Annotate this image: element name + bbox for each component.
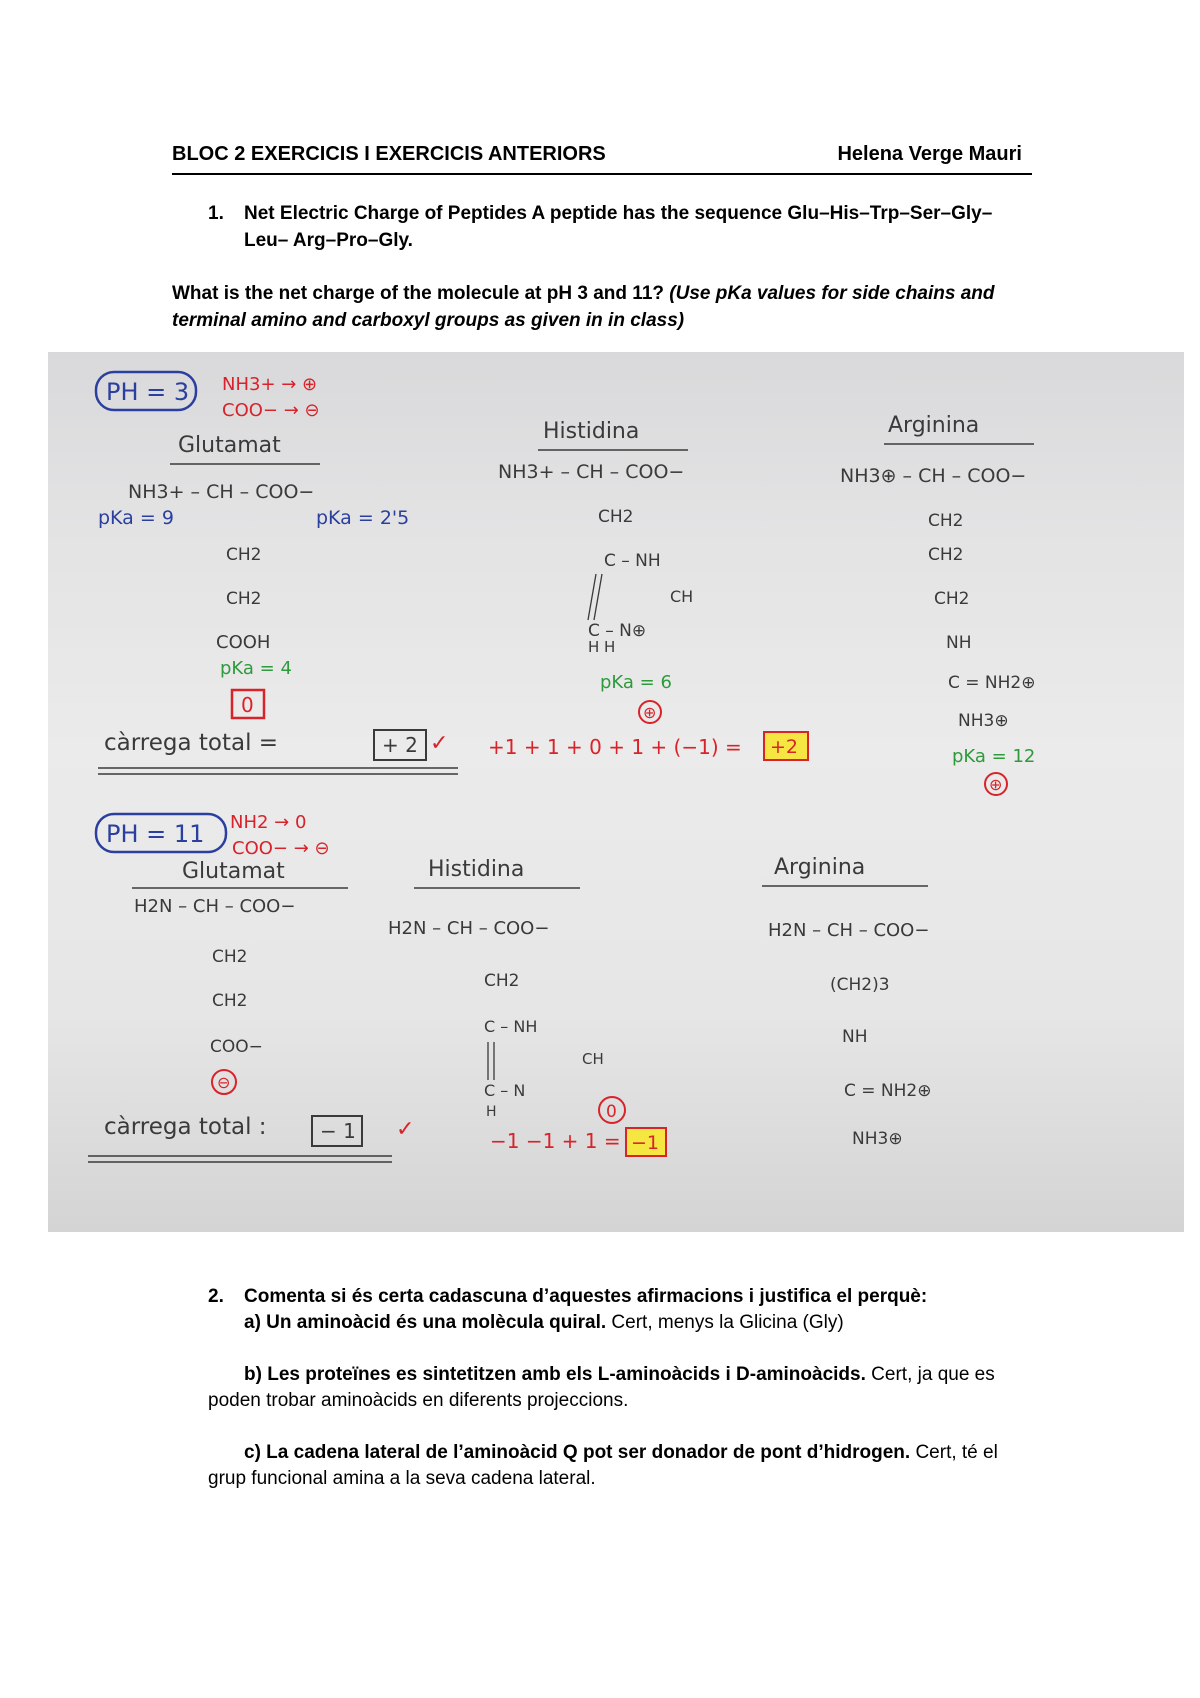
ph3-arginina-name: Arginina xyxy=(888,413,980,438)
ph3-arginina-backbone: NH3⊕ – CH – COO− xyxy=(840,465,1027,487)
ph3-glutamat-chain-1: CH2 xyxy=(226,545,262,565)
ph11-rule-carboxyl: COO− → ⊖ xyxy=(232,838,330,859)
ph3-histidina-pka-side: pKa = 6 xyxy=(600,672,672,693)
ph3-histidina-charge: ⊕ xyxy=(643,703,657,722)
ph3-arginina-chain-2: CH2 xyxy=(928,545,964,565)
header-title: BLOC 2 EXERCICIS I EXERCICIS ANTERIORS xyxy=(172,143,606,165)
ph3-arginina-charge: ⊕ xyxy=(989,775,1003,794)
header-author: Helena Verge Mauri xyxy=(837,143,1022,165)
page-header xyxy=(172,143,1032,175)
ph11-glutamat-chain-3: COO− xyxy=(210,1037,263,1057)
ph3-histidina-name: Histidina xyxy=(543,419,640,444)
ph3-arginina-chain-3: CH2 xyxy=(934,589,970,609)
ph11-arginina-chain-3: C = NH2⊕ xyxy=(844,1081,932,1101)
ph11-arginina-chain-4: NH3⊕ xyxy=(852,1129,903,1149)
ph11-total-value: − 1 xyxy=(320,1119,356,1143)
ph3-glutamat-chain-3: COOH xyxy=(216,632,271,653)
ph3-sum-result: +2 xyxy=(770,736,799,758)
ph11-sum: −1 −1 + 1 = xyxy=(490,1129,621,1153)
ph3-check: ✓ xyxy=(430,731,449,756)
ph3-histidina-chain-4: C – N⊕ xyxy=(588,621,647,641)
ph3-glutamat-pka-carboxyl: pKa = 2'5 xyxy=(316,507,410,529)
question-number: 1. xyxy=(208,203,224,224)
ph11-glutamat-backbone: H2N – CH – COO− xyxy=(134,896,296,917)
ph3-arginina-chain-5: C = NH2⊕ xyxy=(948,673,1036,693)
ph11-histidina-chain-5: H xyxy=(486,1104,497,1120)
ph3-glutamat-pka-side: pKa = 4 xyxy=(220,658,292,679)
ph11-glutamat-chain-1: CH2 xyxy=(212,947,248,967)
ph3-histidina-chain-3: CH xyxy=(670,587,694,606)
ph3-arginina-chain-4: NH xyxy=(946,633,972,653)
statement-answer: Cert, menys la Glicina (Gly) xyxy=(606,1312,844,1333)
ph3-sum: +1 + 1 + 0 + 1 + (−1) = xyxy=(488,735,742,759)
ph3-glutamat-name: Glutamat xyxy=(178,433,281,458)
ph11-histidina-chain-4: C – N xyxy=(484,1081,526,1100)
question-intro: Comenta si és certa cadascuna d’aquestes afirmacions i justifica el perquè: xyxy=(244,1286,928,1307)
ph11-histidina-name: Histidina xyxy=(428,857,525,882)
statement-b xyxy=(208,1362,1032,1414)
ph3-rule-amino: NH3+ → ⊕ xyxy=(222,374,318,395)
ph3-section xyxy=(96,372,1035,795)
ph11-glutamat-name: Glutamat xyxy=(182,859,285,884)
ph3-arginina-chain-6: NH3⊕ xyxy=(958,711,1009,731)
ph3-glutamat-charge: 0 xyxy=(241,693,254,717)
statement-label: c) La cadena lateral de l’aminoàcid Q pot ser donador de pont d’hidrogen. xyxy=(244,1442,911,1463)
question-text xyxy=(172,280,1032,334)
ph3-histidina-chain-1: CH2 xyxy=(598,507,634,527)
ph11-total-label: càrrega total : xyxy=(104,1114,267,1140)
ph3-glutamat-backbone: NH3+ – CH – COO− xyxy=(128,481,315,503)
ph3-total-value: + 2 xyxy=(382,733,418,757)
question-note: (Use pKa values for side chains and terminal amino and carboxyl groups as given in in class) xyxy=(172,283,995,331)
ph11-histidina-charge: 0 xyxy=(606,1102,617,1122)
handwriting-canvas xyxy=(48,352,1184,1232)
ph11-arginina-name: Arginina xyxy=(774,855,866,880)
statement-label: a) Un aminoàcid és una molècula quiral. xyxy=(244,1312,607,1333)
ph11-arginina-backbone: H2N – CH – COO− xyxy=(768,920,930,941)
ph11-check: ✓ xyxy=(396,1117,415,1142)
ph11-label: PH = 11 xyxy=(106,820,205,848)
ph11-glutamat-charge: ⊖ xyxy=(217,1073,231,1092)
ph11-histidina-chain-3: CH xyxy=(582,1050,604,1068)
ph11-histidina-chain-2: C – NH xyxy=(484,1017,538,1036)
ph11-rule-amino: NH2 → 0 xyxy=(230,812,307,833)
ph11-glutamat-chain-2: CH2 xyxy=(212,991,248,1011)
handwritten-solution-photo xyxy=(48,352,1184,1232)
ph11-section xyxy=(88,812,931,1162)
ph3-histidina-chain-5: H H xyxy=(588,638,616,656)
statement-answer: Cert, ja que es poden trobar aminoàcids en diferents projeccions. xyxy=(208,1364,995,1411)
question-title: Net Electric Charge of Peptides A peptide has the sequence Glu–His–Trp–Ser–Gly–Leu– Arg–Pro–Gly. xyxy=(244,203,993,251)
ph3-glutamat-pka-amino: pKa = 9 xyxy=(98,507,174,529)
question-number: 2. xyxy=(208,1286,224,1307)
ph3-glutamat-chain-2: CH2 xyxy=(226,589,262,609)
ph3-rule-carboxyl: COO− → ⊖ xyxy=(222,400,320,421)
ph3-histidina-backbone: NH3+ – CH – COO− xyxy=(498,461,685,483)
ph3-histidina-chain-2: C – NH xyxy=(604,551,661,571)
ph3-arginina-chain-1: CH2 xyxy=(928,511,964,531)
question-main: What is the net charge of the molecule at pH 3 and 11? xyxy=(172,283,664,304)
statement-a xyxy=(208,1310,1032,1336)
ph3-arginina-pka-side: pKa = 12 xyxy=(952,746,1036,767)
statement-label: b) Les proteïnes es sintetitzen amb els L-aminoàcids i D-aminoàcids. xyxy=(244,1364,866,1385)
ph11-arginina-chain-2: NH xyxy=(842,1027,868,1047)
ph3-total-label: càrrega total = xyxy=(104,730,279,756)
ph11-arginina-chain-1: (CH2)3 xyxy=(830,975,890,995)
ph11-histidina-backbone: H2N – CH – COO− xyxy=(388,918,550,939)
ph11-histidina-chain-1: CH2 xyxy=(484,971,520,991)
ph3-label: PH = 3 xyxy=(106,378,190,406)
statement-answer: Cert, té el grup funcional amina a la seva cadena lateral. xyxy=(208,1442,998,1489)
ph11-sum-result: −1 xyxy=(631,1132,660,1154)
statement-c xyxy=(208,1440,1032,1492)
